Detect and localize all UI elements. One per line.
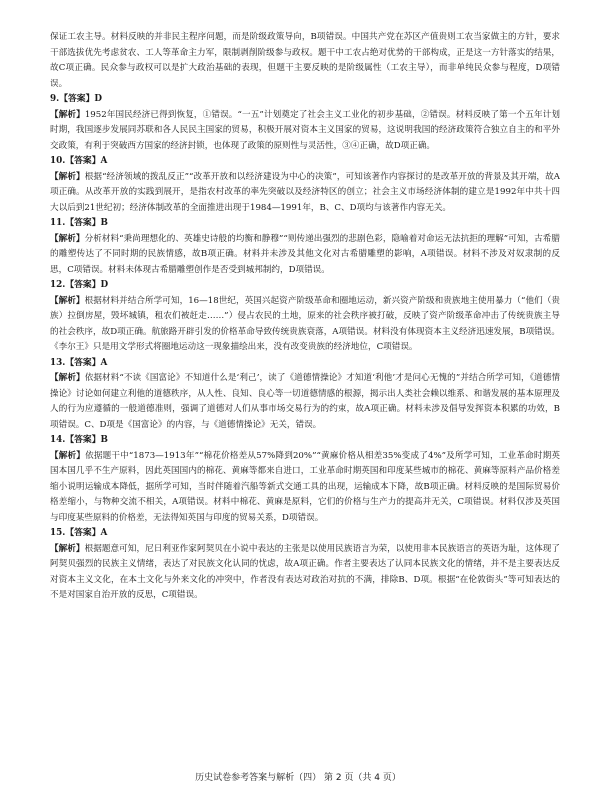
- item-11: [50, 216, 560, 278]
- answer-line: 13.【答案】A: [50, 357, 108, 368]
- analysis-paragraph: 【解析】分析材料“秉尚理想化的、英雄史诗般的均衡和静穆”“则传递出强烈的悲剧色彩，隐喻着对命运无法抗拒的理解”可知，古希腊的雕塑传达了不同时期的民族情感，故B项正确。材料并未涉及其他文化对古希腊雕塑的影响，A项错误。材料不涉及对奴隶制的反思，C项错误。材料未体现古希腊雕塑创作是否受到城邦制约，D项错误。: [50, 233, 560, 275]
- analysis-paragraph: 【解析】根据“经济领域的拨乱反正”“改革开放和以经济建设为中心的决策”，可知该著作内容探讨的是改革开放的背景及其开端，故A项正确。从改革开放的实践到展开，是指农村改革的率先突破以及经济特区的创立；社会主义市场经济体制的建立是1992年中共十四大以后到21世纪初；经济体制改革的全面推进出现于1984—1991年，B、C、D项均与该著作内容无关。: [50, 171, 560, 213]
- item-14: [50, 433, 560, 526]
- answer-line: 14.【答案】B: [50, 435, 108, 445]
- answer-line: 11.【答案】B: [50, 218, 108, 228]
- item-12: [50, 278, 560, 356]
- intro-paragraph: 保证工农主导。材料反映的并非民主程序问题，而是阶级政策导向，B项错误。中国共产党在苏区产值贵则工农当家做主的方针，要求干部选拔优先考虑贫农、工人等革命主力军，限制剥削阶级参与政权。题干中工农占绝对优势的干部构成，正是这一方针落实的结果，故C项正确。民众参与政权可以是扩大政治基础的表现，但题干主要反映的是阶级属性（工农主导），而非单纯民众参与程度，D项错误。: [50, 32, 560, 89]
- analysis-paragraph: 【解析】依据题干中“1873—1913年”“棉花价格差从57%降到20%”“黄麻价格从相差35%变成了4%”及所学可知，工业革命时期英国本国几乎不生产原料，因此英国国内的棉花、黄麻等都来自进口，工业革命时期英国和印度某些城市的棉花、黄麻等原料产品价格差缩小说明运输成本降低，据所学可知，当时伴随着汽船等新式交通工具的出现，运输成本下降，故B项正确。材料反映的是国际贸易价格差缩小，与物种交流不相关，A项错误。材料中棉花、黄麻是原料，它们的价格与生产力的提高并无关，C项错误。材料仅涉及英国与印度某些原料的价格差，无法得知英国与印度的贸易关系，D项错误。: [50, 450, 560, 523]
- answer-line: 12.【答案】D: [50, 280, 109, 290]
- answer-line: 9.【答案】D: [50, 94, 103, 104]
- answer-line: 10.【答案】A: [50, 156, 108, 166]
- analysis-paragraph: 【解析】依据材料“不读《国富论》不知道什么是‘利己’，读了《道德情操论》才知道‘利他’才是问心无愧的”并结合所学可知，《道德情操论》讨论如何建立利他的道德秩序，从人性、良知、良心等一切道德情感的根源，揭示出人类社会赖以维系、和谐发展的基本原理及人的行为应遵循的一般道德准则，强调了道德对人们从事市场交易行为的约束，故A项正确。材料未涉及倡导发挥资本积累的功效，B项错误。C、D项是《国富论》的内容，与《道德情操论》无关，错误。: [50, 373, 560, 430]
- item-15: [50, 526, 560, 604]
- analysis-paragraph: 【解析】1952年国民经济已得到恢复，①错误。“一五”计划奠定了社会主义工业化的初步基础，②错误。材料反映了第一个五年计划时期，我国逐步发展同苏联和各人民民主国家的贸易，积极开展对资本主义国家的贸易，这说明我国的经济政策符合独立自主的和平外交政策，有利于突破西方国家的经济封锁，也体现了政策的原则性与灵活性，③④正确，故D项正确。: [50, 109, 560, 151]
- item-10: [50, 154, 560, 216]
- analysis-paragraph: 【解析】根据材料并结合所学可知，16—18世纪，英国兴起资产阶级革命和圈地运动，新兴资产阶级和贵族地主使用暴力（“他们（贵族）拉倒房屋，毁坏城镇，租农们被赶走……”）侵占农民的土地，原来的社会秩序被打破，反映了资产阶级革命冲击了传统贵族主导的社会秩序，故D项正确。航旅路开辟引发的价格革命导致传统贵族衰落，A项错误。材料没有体现资本主义经济迅速发展，B项错误。《李尔王》只是用文学形式将圈地运动这一现象描绘出来，没有改变贵族的经济地位，C项错误。: [50, 295, 560, 352]
- answer-page: [50, 30, 560, 750]
- item-13: [50, 356, 560, 434]
- page-footer: 历史试卷参考答案与解析（四） 第 2 页（共 4 页）: [195, 773, 401, 783]
- answer-line: 15.【答案】A: [50, 528, 108, 538]
- analysis-paragraph: 【解析】根据题意可知，尼日利亚作家阿契贝在小说中表达的主张是以使用民族语言为荣，以使用非本民族语言的英语为耻，这体现了阿契贝强烈的民族主义情绪，表达了对民族文化认同的忧虑，故A项正确。作者主要表达了认同本民族文化的情绪，并不是主要表达反对资本主义文化，在本土文化与外来文化的冲突中，作者没有表达对政治对抗的不满，排除B、D项。根据“在伦敦街头”等可知表达的不是对国家自治开放的反思，C项错误。: [50, 543, 560, 600]
- item-9: [50, 92, 560, 154]
